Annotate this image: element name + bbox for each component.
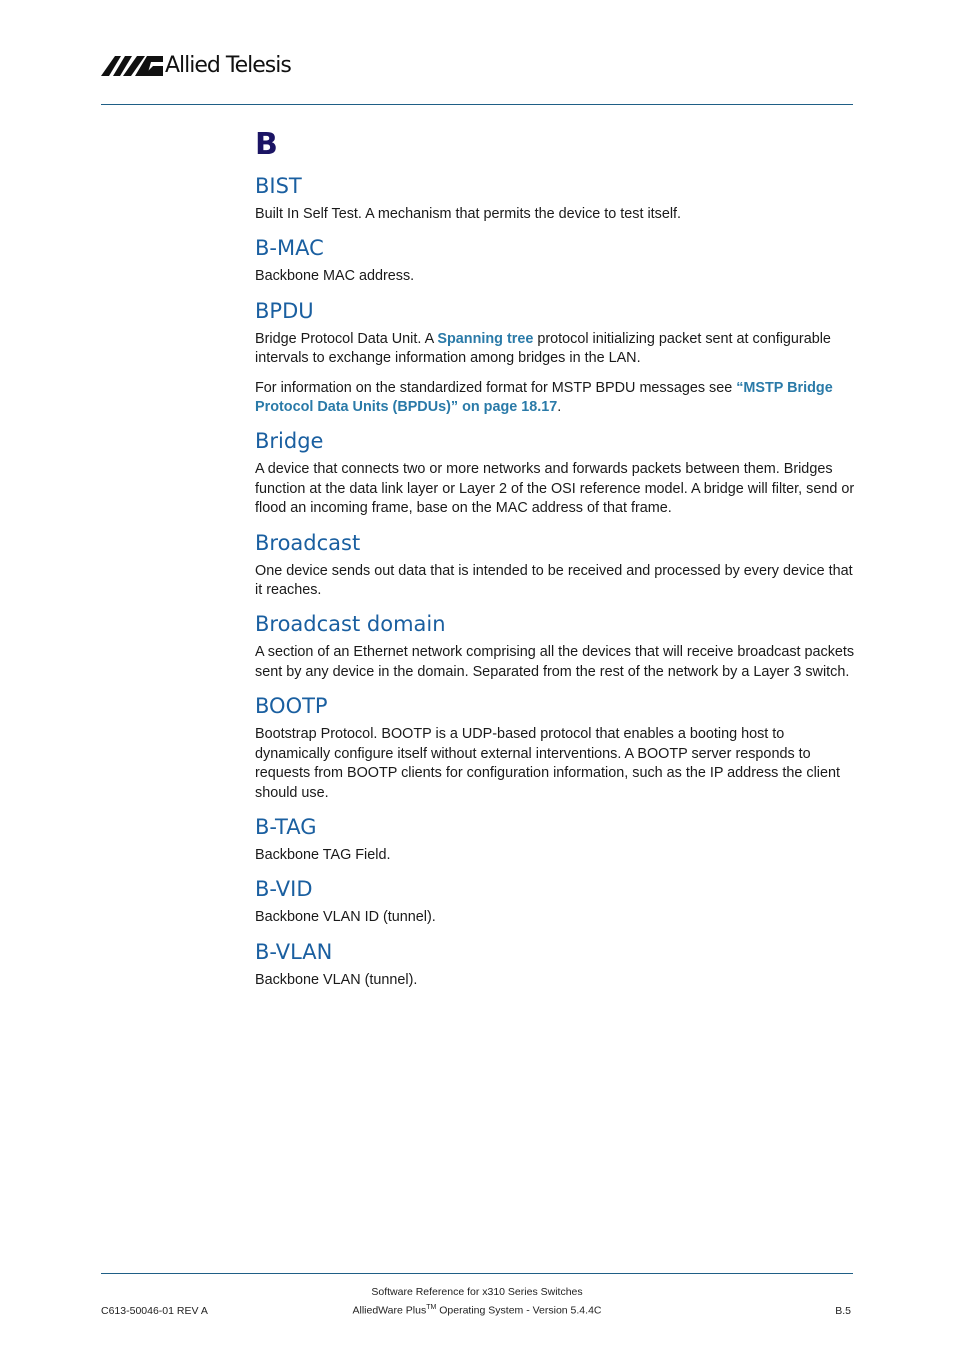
- footer-version: Operating System - Version 5.4.4C: [436, 1304, 602, 1317]
- section-letter: B: [255, 127, 278, 162]
- definition-bist: Built In Self Test. A mechanism that permits the device to test itself.: [255, 206, 682, 222]
- term-bist: BIST: [255, 174, 302, 198]
- spanning-tree-link[interactable]: Spanning tree: [437, 330, 534, 347]
- term-bootp: BOOTP: [255, 694, 328, 719]
- definition-b-vid: Backbone VLAN ID (tunnel).: [255, 909, 436, 926]
- footer-divider: [101, 1273, 853, 1274]
- allied-telesis-logo: [101, 50, 291, 80]
- term-bpdu: BPDU: [255, 298, 314, 323]
- allied-telesis-logo-mark-icon: [101, 53, 163, 77]
- definition-b-tag: Backbone TAG Field.: [255, 846, 391, 863]
- footer-title: Software Reference for x310 Series Switches: [371, 1286, 583, 1298]
- logo-wordmark: Allied Telesis: [165, 52, 291, 78]
- footer-product: AlliedWare Plus: [352, 1304, 427, 1317]
- definition-text: For information on the standardized format for MSTP BPDU messages see: [255, 379, 737, 396]
- term-b-mac: B-MAC: [255, 236, 324, 261]
- term-b-vid: B-VID: [255, 877, 313, 902]
- definition-bpdu-reference: [255, 379, 855, 418]
- header-divider: [101, 104, 853, 105]
- term-broadcast-domain: Broadcast domain: [255, 612, 446, 637]
- term-b-vlan: B-VLAN: [255, 939, 333, 964]
- trademark-superscript: TM: [426, 1304, 437, 1311]
- mstp-bpdu-link[interactable]: “MSTP Bridge Protocol Data Units (BPDUs)” on page 18.17: [255, 379, 833, 416]
- definition-bridge: A device that connects two or more networks and forwards packets between them. Bridges function at the data link layer or Layer 2 of the OSI reference model. A bridge will filter, send or flood an incoming frame, base on the MAC address of that frame.: [255, 461, 855, 517]
- definition-b-vlan: Backbone VLAN (tunnel).: [255, 971, 418, 988]
- definition-broadcast-domain: A section of an Ethernet network comprising all the devices that will receive broadcast packets sent by any device in the domain. Separated from the rest of the network by a Layer 3 switch.: [255, 644, 855, 680]
- definition-bootp: Bootstrap Protocol. BOOTP is a UDP-based protocol that enables a booting host to dynamically configure itself without external interventions. A BOOTP server responds to requests from BOOTP clients for configuration information, such as the IP address the client should use.: [255, 726, 840, 801]
- definition-text: Bridge Protocol Data Unit. A: [255, 330, 438, 347]
- document-id: C613-50046-01 REV A: [101, 1305, 208, 1317]
- definition-text: .: [557, 399, 562, 416]
- definition-broadcast: One device sends out data that is intended to be received and processed by every device that it reaches.: [255, 562, 853, 599]
- term-b-tag: B-TAG: [255, 814, 317, 839]
- page-number: B.5: [835, 1305, 851, 1317]
- definition-bpdu: [255, 330, 855, 369]
- term-broadcast: Broadcast: [255, 530, 361, 555]
- definition-text: protocol initializing packet sent at configurable intervals to exchange information among bridges in the LAN.: [255, 330, 831, 367]
- definition-b-mac: Backbone MAC address.: [255, 268, 415, 285]
- glossary-content: [255, 126, 855, 1001]
- term-bridge: Bridge: [255, 429, 324, 454]
